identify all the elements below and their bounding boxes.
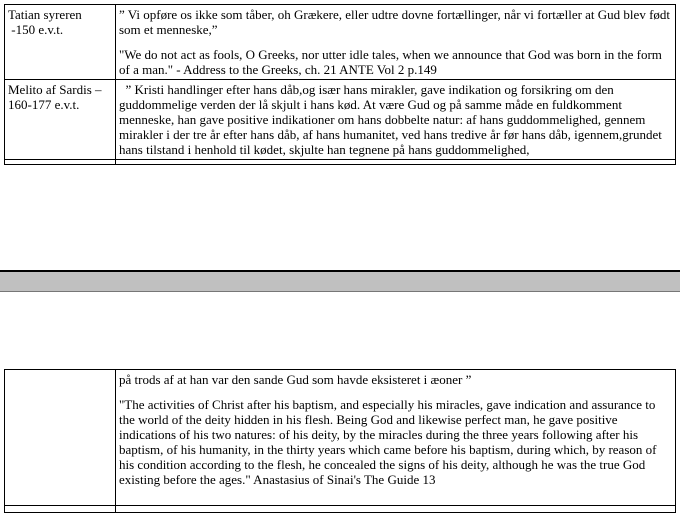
- quote-danish: ” Vi opføre os ikke som tåber, oh Grækere, eller udtre dovne fortællinger, når vi fortæller at Gud blev født som et menneske,”: [119, 7, 671, 37]
- author-date: 160-177 e.v.t.: [8, 97, 80, 112]
- quote-cell: [116, 80, 676, 160]
- table-row: [5, 5, 676, 80]
- source-cell: [5, 80, 116, 160]
- quotes-table-continued: [4, 369, 676, 513]
- quote-english: "We do not act as fools, O Greeks, nor utter idle tales, when we announce that God was born in the form of a man." - Address to the Greeks, ch. 21 ANTE Vol 2 p.149: [119, 47, 662, 77]
- author-date: -150 e.v.t.: [8, 22, 64, 37]
- quotes-table: [4, 4, 676, 165]
- empty-cell: [116, 506, 676, 513]
- quote-danish: på trods af at han var den sande Gud som havde eksisteret i æoner ”: [119, 372, 472, 387]
- table-row: [5, 80, 676, 160]
- source-cell: [5, 5, 116, 80]
- author-name: Tatian syreren: [8, 7, 82, 22]
- quote-cell: [116, 370, 676, 506]
- empty-cell: [5, 160, 116, 165]
- quote-cell: [116, 5, 676, 80]
- table-row: [5, 506, 676, 513]
- source-cell: [5, 370, 116, 506]
- table-row: [5, 370, 676, 506]
- quote-danish: ” Kristi handlinger efter hans dåb,og især hans mirakler, gave indikation og forsikring om den guddommelige verden der lå skjult i hans kød. At være Gud og på samme måde en fuldkomment menneske, han gave positive indikationer om hans dobbelte natur: af hans guddommelighed, gennem mirakler i der tre år efter hans dåb, af hans humanitet, ved hans tredive år før hans dåb, igennem,grundet hans tilstand i henhold til kødet, skjulte han tegnene på hans guddommelighed,: [119, 82, 666, 157]
- cell-spacer: [119, 487, 672, 503]
- empty-cell: [116, 160, 676, 165]
- author-name: Melito af Sardis –: [8, 82, 102, 97]
- table-row: [5, 160, 676, 165]
- quote-english: "The activities of Christ after his baptism, and especially his miracles, gave indication and assurance to the world of the deity hidden in his flesh. Being God and likewise perfect man, he gave positive indications of his two natures: of his deity, by the miracles during the three years following after his baptism, of his humanity, in the thirty years which came before his baptism, during which, by reason of his condition according to the flesh, he concealed the signs of his deity, although he was the true God existing before the ages." Anastasius of Sinai's The Guide 13: [119, 397, 657, 487]
- empty-cell: [5, 506, 116, 513]
- page-break-bar: [0, 270, 680, 292]
